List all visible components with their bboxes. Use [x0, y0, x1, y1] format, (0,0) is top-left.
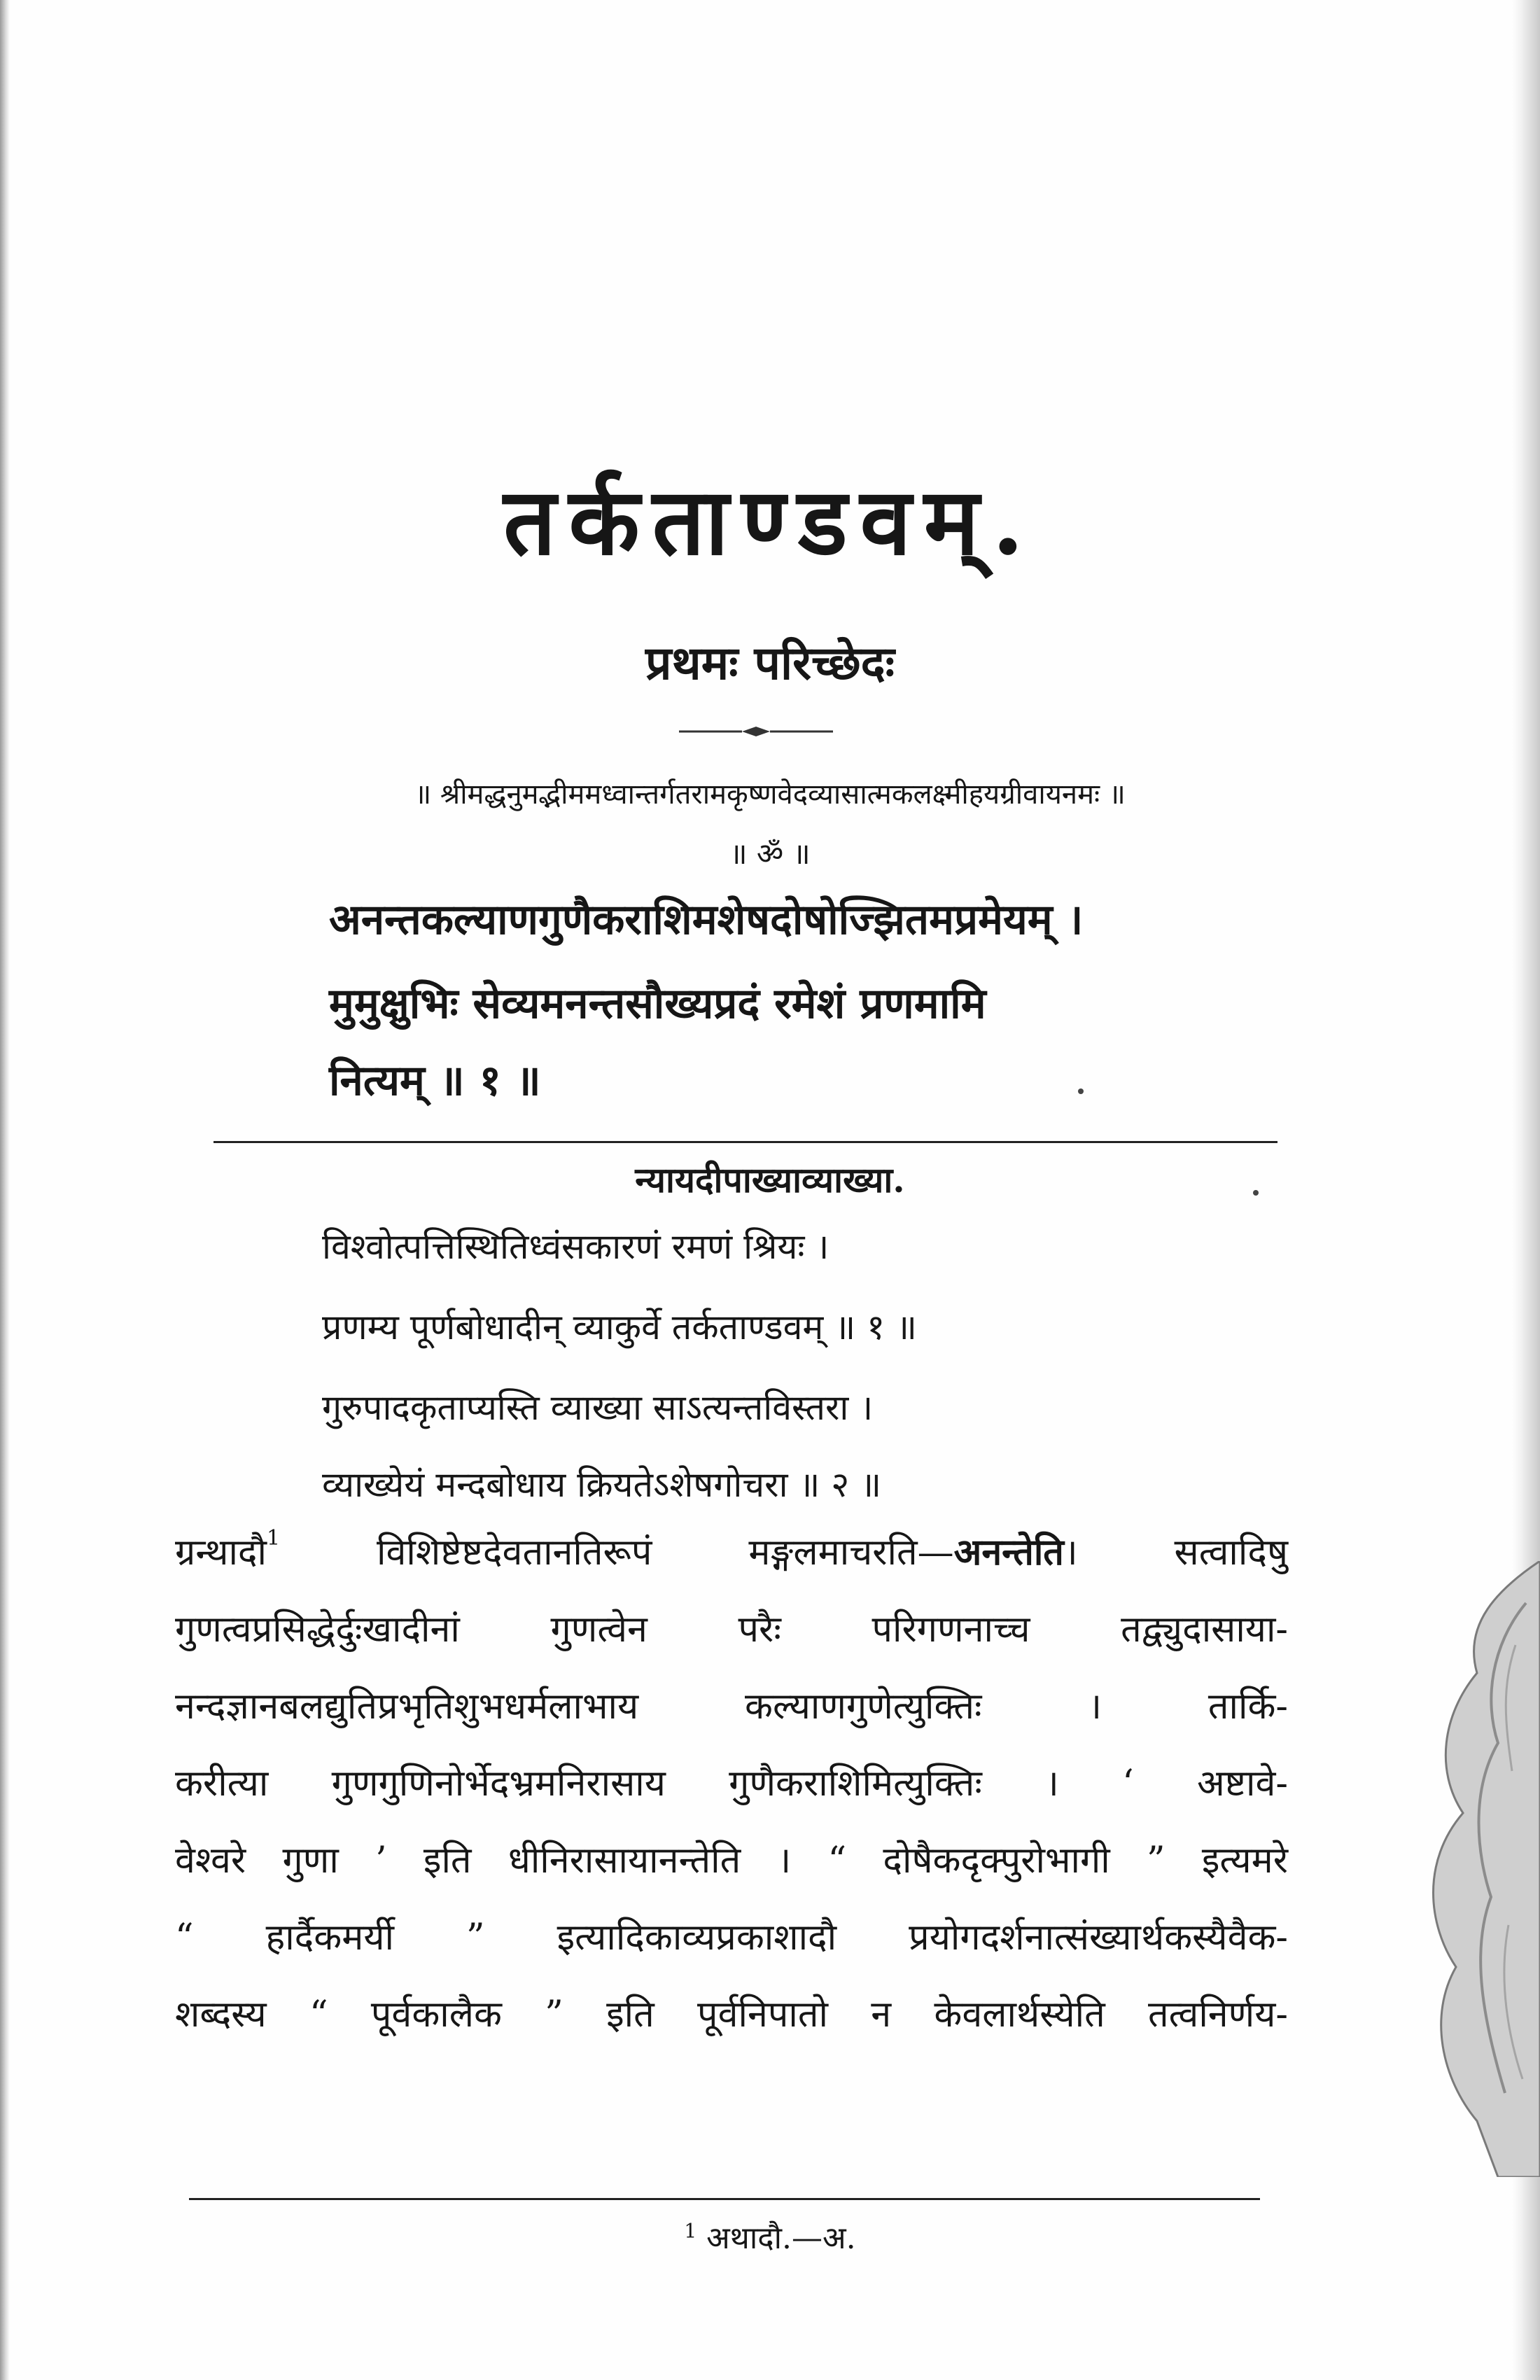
- ornamental-divider: [665, 721, 847, 742]
- ink-speck: [1253, 1190, 1259, 1196]
- commentary-line-2: गुणत्वप्रसिद्धेर्दुःखादीनां गुणत्वेन परैः परिगणनाच्च तद्व्युदासाया-: [175, 1609, 1288, 1651]
- ink-speck: [1078, 1088, 1084, 1094]
- chapter-heading: प्रथमः परिच्छेदः: [645, 636, 895, 690]
- verse-line-1: अनन्तकल्याणगुणैकराशिमशेषदोषोज्झितमप्रमेयम् ।: [329, 895, 1084, 944]
- commentary-line-6: “ हार्दैकमर्यी ” इत्यादिकाव्यप्रकाशादौ प्रयोगदर्शनात्संख्यार्थकस्यैवैक-: [175, 1917, 1288, 1959]
- commentary-line-5: वेश्वरे गुणा ’ इति धीनिरासायानन्तेति । “ दोषैकदृक्पुरोभागी ” इत्यमरे: [175, 1840, 1288, 1882]
- commentary-title: न्यायदीपाख्याव्याख्या.: [635, 1159, 905, 1200]
- torn-paper-edge: [1358, 1561, 1540, 2177]
- commentary-text: ग्रन्थादौ: [175, 1532, 267, 1574]
- commentary-line-7: शब्दस्य “ पूर्वकालैक ” इति पूर्वनिपातो न केवलार्थस्येति तत्वनिर्णय-: [175, 1994, 1288, 2036]
- invocation-line: ॥ श्रीमद्धनुमद्भीममध्वान्तर्गतरामकृष्णवेदव्यासात्मकलक्ष्मीहयग्रीवायनमः ॥: [414, 778, 1126, 811]
- verse-line-3: नित्यम् ॥ १ ॥: [329, 1056, 541, 1105]
- om-line: ॥ ॐ ॥: [729, 836, 811, 871]
- intro-verse-line-2: प्रणम्य पूर्णबोधादीन् व्याकुर्वे तर्कताण्डवम् ॥ १ ॥: [322, 1307, 917, 1348]
- footnote-divider: [189, 2198, 1260, 2200]
- verse-line-2: मुमुक्षुभिः सेव्यमनन्तसौख्यप्रदं रमेशं प्रणमामि: [329, 979, 986, 1028]
- footnote: [0, 2216, 1540, 2258]
- commentary-keyword: अनन्तेति: [953, 1531, 1064, 1574]
- commentary-line-1: [175, 1526, 1288, 1576]
- footnote-number: 1: [684, 2219, 697, 2243]
- intro-verse-line-1: विश्वोत्पत्तिस्थितिध्वंसकारणं रमणं श्रियः ।: [322, 1226, 830, 1267]
- commentary-text: विशिष्टेष्टदेवतानतिरूपं मङ्गलमाचरति—: [280, 1532, 954, 1574]
- footnote-marker: 1: [267, 1526, 281, 1550]
- section-divider: [214, 1141, 1278, 1143]
- commentary-line-3: नन्दज्ञानबलद्युतिप्रभृतिशुभधर्मलाभाय कल्याणगुणेत्युक्तिः । तार्कि-: [175, 1686, 1288, 1728]
- commentary-text: । सत्वादिषु: [1063, 1532, 1288, 1574]
- commentary-line-4: करीत्या गुणगुणिनोर्भेदभ्रमनिरासाय गुणैकराशिमित्युक्तिः । ‘ अष्टावे-: [175, 1763, 1288, 1805]
- intro-verse-line-3: गुरुपादकृताप्यस्ति व्याख्या साऽत्यन्तविस्तरा ।: [322, 1387, 874, 1428]
- footnote-text: अथादौ.—अ.: [696, 2220, 856, 2256]
- book-title: तर्कताण्डवम्.: [503, 468, 1037, 576]
- intro-verse-line-4: व्याख्येयं मन्दबोधाय क्रियतेऽशेषगोचरा ॥ २ ॥: [322, 1464, 882, 1505]
